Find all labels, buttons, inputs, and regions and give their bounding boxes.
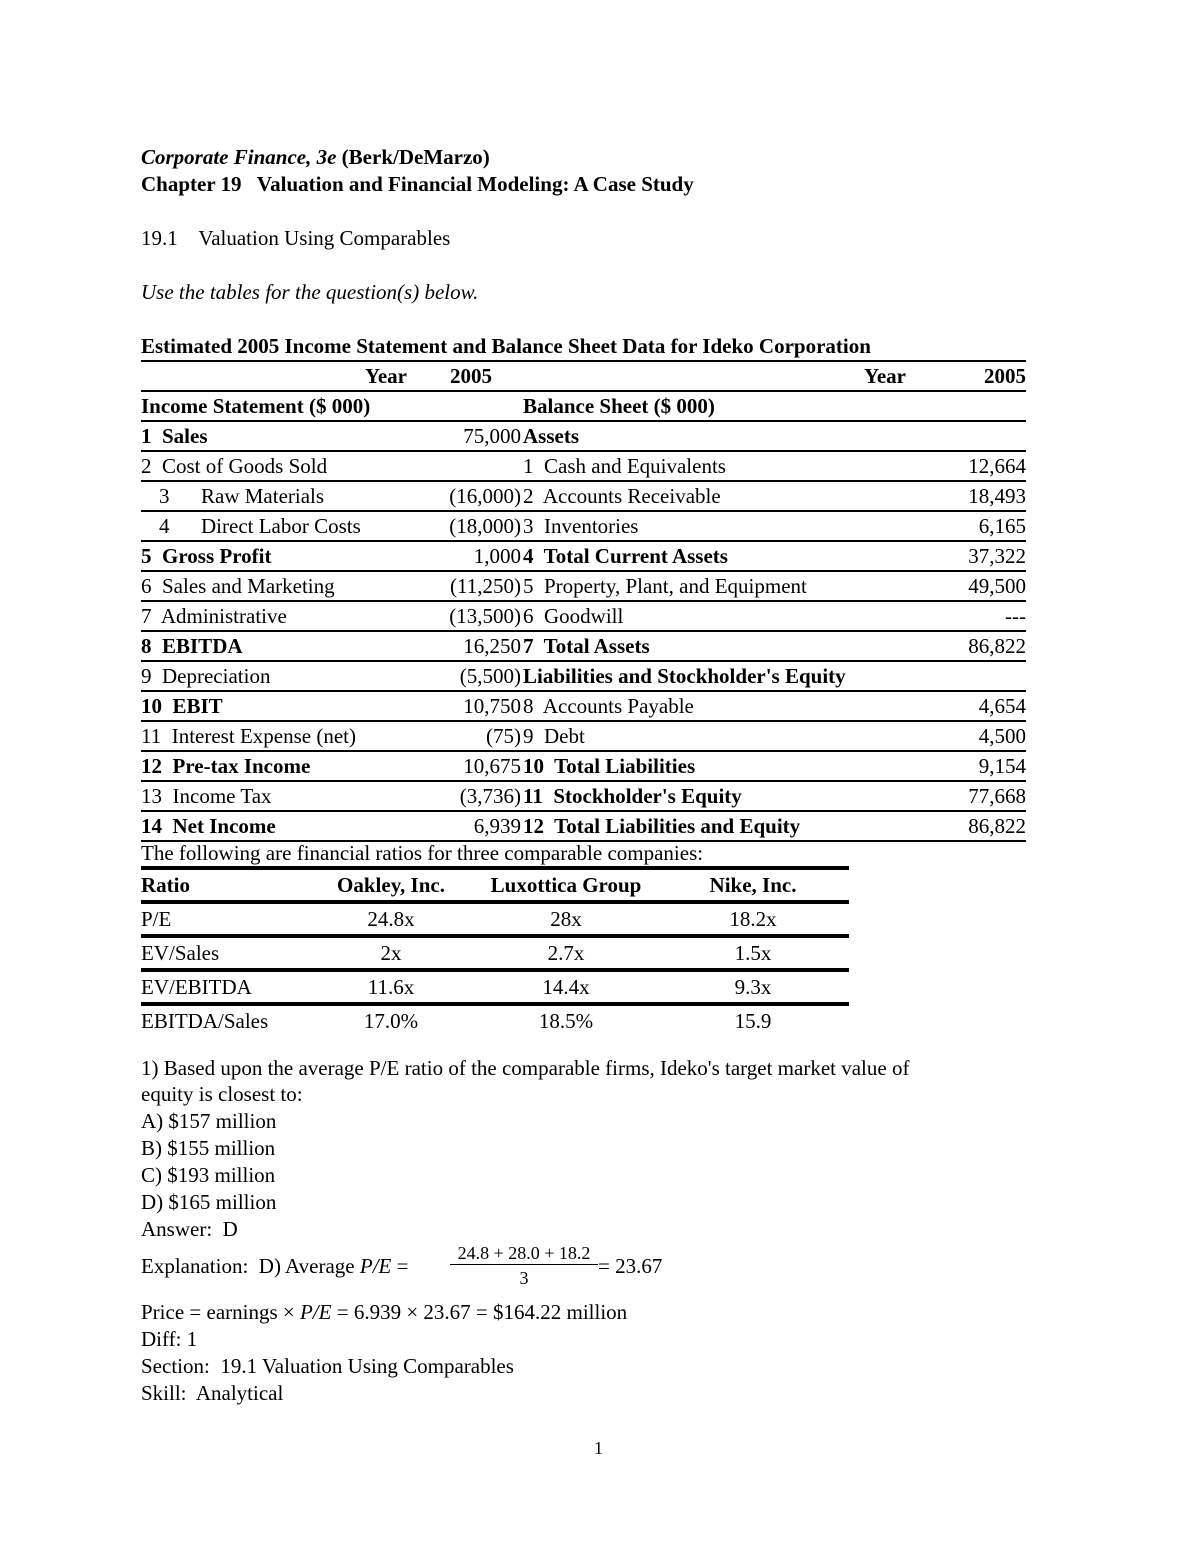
income-item-label: 14 Net Income (141, 811, 421, 841)
balance-item-label: 7 Total Assets (521, 631, 924, 661)
question-text-line1: 1) Based upon the average P/E ratio of the comparable firms, Ideko's target market value of (141, 1056, 910, 1080)
balance-item-value: 4,500 (924, 721, 1026, 751)
balance-item-value: 4,654 (924, 691, 1026, 721)
option-a: A) $157 million (141, 1109, 277, 1133)
fraction-result: = 23.67 (598, 1254, 663, 1278)
ratio-value: 11.6x (307, 970, 475, 1004)
income-item-value: (11,250) (421, 571, 521, 601)
ratios-intro: The following are financial ratios for three comparable companies: (141, 841, 704, 865)
income-item-label: 11 Interest Expense (net) (141, 721, 421, 751)
balance-item-value: 12,664 (924, 451, 1026, 481)
financial-row (141, 811, 1026, 841)
income-item-label: 6 Sales and Marketing (141, 571, 421, 601)
ratios-header-row (141, 868, 849, 902)
balance-item-value: --- (924, 601, 1026, 631)
income-item-value: 16,250 (421, 631, 521, 661)
ratios-table (141, 866, 849, 1036)
financial-row (141, 751, 1026, 781)
ratio-value: 1.5x (657, 936, 849, 970)
question-section: Section: 19.1 Valuation Using Comparables (141, 1354, 514, 1378)
ratios-column-header: Ratio (141, 868, 307, 902)
ratio-value: 24.8x (307, 902, 475, 936)
year-label-balance: Year (784, 361, 924, 391)
income-item-label: 2 Cost of Goods Sold (141, 451, 421, 481)
skill: Skill: Analytical (141, 1381, 284, 1405)
ratios-column-header: Luxottica Group (475, 868, 657, 902)
balance-item-label: 8 Accounts Payable (521, 691, 924, 721)
price-prefix: Price = earnings × (141, 1300, 300, 1324)
book-authors: (Berk/DeMarzo) (341, 145, 490, 169)
balance-item-value: 77,668 (924, 781, 1026, 811)
balance-item-label: 6 Goodwill (521, 601, 924, 631)
option-b: B) $155 million (141, 1136, 276, 1160)
income-item-label: 13 Income Tax (141, 781, 421, 811)
income-item-value: 1,000 (421, 541, 521, 571)
balance-item-value: 86,822 (924, 811, 1026, 841)
instruction: Use the tables for the question(s) below. (141, 280, 479, 304)
financial-row (141, 691, 1026, 721)
balance-item-value: 6,165 (924, 511, 1026, 541)
financial-row (141, 631, 1026, 661)
price-suffix: = 6.939 × 23.67 = $164.22 million (331, 1300, 628, 1324)
income-statement-header: Income Statement ($ 000) (141, 391, 521, 421)
income-item-value: 75,000 (421, 421, 521, 451)
financial-data-table (141, 360, 1026, 842)
year-label-income: Year (141, 361, 421, 391)
section-title: 19.1 Valuation Using Comparables (141, 226, 451, 250)
balance-item-label: 2 Accounts Receivable (521, 481, 924, 511)
ratio-name: P/E (141, 902, 307, 936)
explanation-prefix: Explanation: D) Average (141, 1254, 360, 1278)
ratios-row (141, 970, 849, 1004)
ratio-value: 18.2x (657, 902, 849, 936)
chapter-title: Chapter 19 Valuation and Financial Modeling: A Case Study (141, 172, 694, 196)
ratios-row (141, 936, 849, 970)
balance-sheet-header: Balance Sheet ($ 000) (521, 391, 1026, 421)
financial-row (141, 661, 1026, 691)
ratio-name: EV/Sales (141, 936, 307, 970)
ratio-name: EBITDA/Sales (141, 1009, 269, 1033)
income-item-label: 3 Raw Materials (141, 481, 421, 511)
ratio-value: 14.4x (475, 970, 657, 1004)
page-number: 1 (594, 1438, 603, 1458)
year-row (141, 361, 1026, 391)
balance-item-value (924, 421, 1026, 451)
pe-symbol: P/E (359, 1254, 392, 1278)
book-title: Corporate Finance, 3e (141, 145, 337, 169)
income-item-value: 10,750 (421, 691, 521, 721)
balance-item-value: 37,322 (924, 541, 1026, 571)
question-text-line2: equity is closest to: (141, 1082, 303, 1106)
balance-item-label: 1 Cash and Equivalents (521, 451, 924, 481)
income-item-label: 10 EBIT (141, 691, 421, 721)
price-line (141, 1299, 627, 1325)
income-item-label: 12 Pre-tax Income (141, 751, 421, 781)
income-item-value: 6,939 (421, 811, 521, 841)
balance-item-label: 11 Stockholder's Equity (521, 781, 924, 811)
ratio-name: EV/EBITDA (141, 970, 307, 1004)
financial-row (141, 721, 1026, 751)
income-item-label: 1 Sales (141, 421, 421, 451)
balance-item-label: 4 Total Current Assets (521, 541, 924, 571)
balance-item-value: 18,493 (924, 481, 1026, 511)
ratios-column-header: Oakley, Inc. (307, 868, 475, 902)
income-item-value: (13,500) (421, 601, 521, 631)
balance-item-value (924, 661, 1026, 691)
income-item-value: (3,736) (421, 781, 521, 811)
ratio-value: 18.5% (538, 1009, 594, 1033)
balance-item-label: 10 Total Liabilities (521, 751, 924, 781)
balance-item-label: 9 Debt (521, 721, 924, 751)
ratio-value: 9.3x (657, 970, 849, 1004)
income-item-value: (5,500) (421, 661, 521, 691)
ratio-value: 28x (475, 902, 657, 936)
ratio-value: 17.0% (363, 1009, 419, 1033)
main-table-title: Estimated 2005 Income Statement and Balance Sheet Data for Ideko Corporation (141, 334, 871, 358)
financial-row (141, 421, 1026, 451)
financial-row (141, 601, 1026, 631)
balance-item-value: 49,500 (924, 571, 1026, 601)
year-value-balance: 2005 (924, 361, 1026, 391)
price-pe-symbol: P/E (299, 1300, 332, 1324)
ratios-row (141, 902, 849, 936)
income-item-label: 7 Administrative (141, 601, 421, 631)
financial-row (141, 511, 1026, 541)
balance-item-value: 86,822 (924, 631, 1026, 661)
balance-item-label: 12 Total Liabilities and Equity (521, 811, 924, 841)
ratios-column-header: Nike, Inc. (657, 868, 849, 902)
income-item-label: 5 Gross Profit (141, 541, 421, 571)
balance-item-label: 5 Property, Plant, and Equipment (521, 571, 924, 601)
option-c: C) $193 million (141, 1163, 276, 1187)
income-item-label: 8 EBITDA (141, 631, 421, 661)
fraction-denominator: 3 (519, 1268, 529, 1288)
option-d: D) $165 million (141, 1190, 277, 1214)
financial-row (141, 571, 1026, 601)
ratio-value: 2.7x (475, 936, 657, 970)
fraction-numerator: 24.8 + 28.0 + 18.2 (450, 1242, 598, 1265)
balance-item-label: 3 Inventories (521, 511, 924, 541)
income-item-value: (16,000) (421, 481, 521, 511)
financial-row (141, 541, 1026, 571)
balance-item-value: 9,154 (924, 751, 1026, 781)
explanation-line (141, 1253, 408, 1279)
answer: Answer: D (141, 1217, 238, 1241)
balance-item-label: Liabilities and Stockholder's Equity (521, 661, 924, 691)
ratio-value: 15.9 (734, 1009, 772, 1033)
book-title-line (141, 144, 490, 170)
income-item-label: 4 Direct Labor Costs (141, 511, 421, 541)
financial-row (141, 481, 1026, 511)
ratios-row (141, 1004, 849, 1036)
financial-row (141, 781, 1026, 811)
income-item-value: (75) (421, 721, 521, 751)
difficulty: Diff: 1 (141, 1327, 198, 1351)
section-header-row (141, 391, 1026, 421)
ratio-value: 2x (307, 936, 475, 970)
income-item-label: 9 Depreciation (141, 661, 421, 691)
balance-item-label: Assets (521, 421, 924, 451)
financial-row (141, 451, 1026, 481)
year-value-income: 2005 (421, 361, 521, 391)
income-item-value: 10,675 (421, 751, 521, 781)
income-item-value (421, 451, 521, 481)
equals-sign: = (391, 1254, 409, 1278)
income-item-value: (18,000) (421, 511, 521, 541)
